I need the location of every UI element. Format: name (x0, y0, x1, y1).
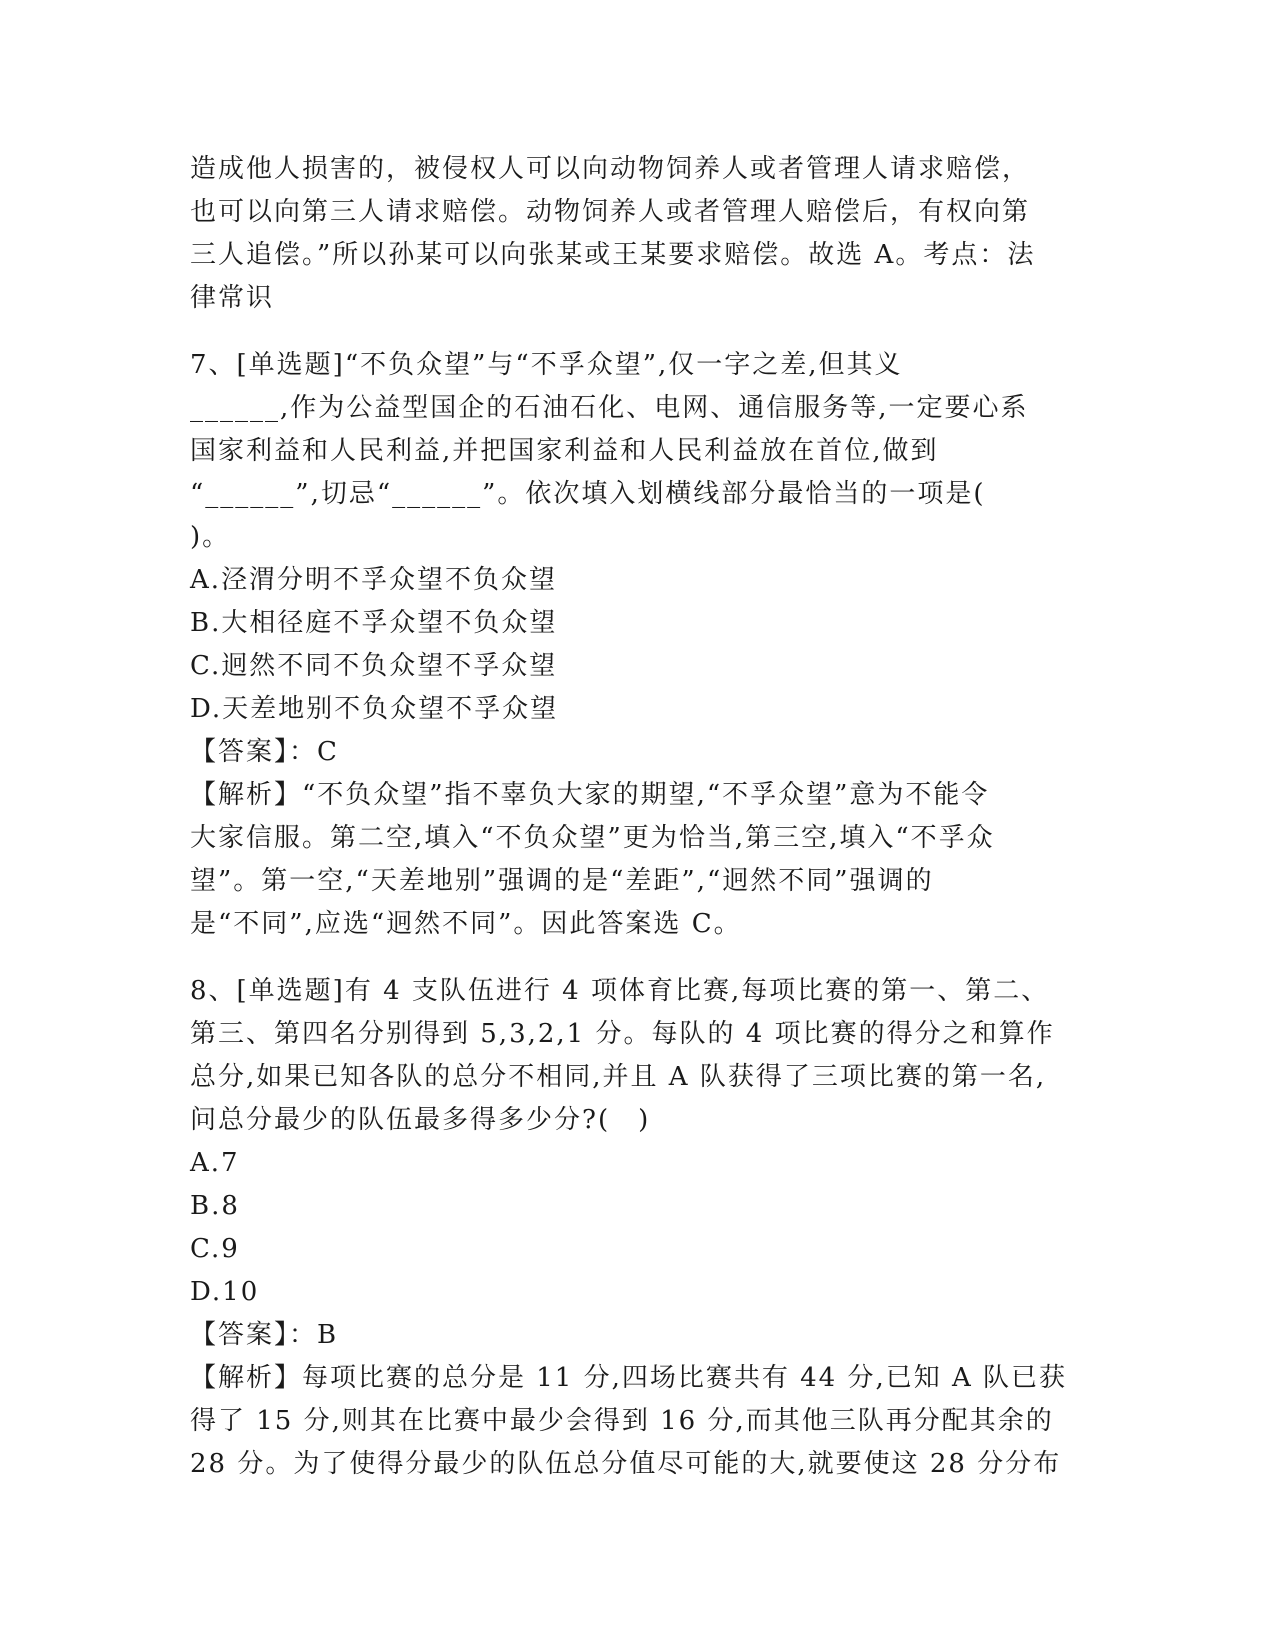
explanation-line: 【解析】每项比赛的总分是 11 分,四场比赛共有 44 分,已知 A 队已获 (190, 1363, 1068, 1393)
document-page (190, 148, 1090, 1486)
question-stem-line: 问总分最少的队伍最多得多少分?( ) (190, 1105, 651, 1135)
option-a: A.7 (190, 1148, 240, 1178)
explanation-line: 大家信服。第二空,填入“不负众望”更为恰当,第三空,填入“不孚众 (190, 823, 995, 853)
explanation-line: 【解析】“不负众望”指不辜负大家的期望,“不孚众望”意为不能令 (190, 780, 990, 810)
prev-explanation (190, 148, 1090, 320)
question-stem-line: 总分,如果已知各队的总分不相同,并且 A 队获得了三项比赛的第一名, (190, 1062, 1047, 1092)
question-stem-line: 国家利益和人民利益,并把国家利益和人民利益放在首位,做到 (190, 436, 939, 466)
option-b: B.8 (190, 1191, 240, 1221)
explanation-line: 望”。第一空,“天差地别”强调的是“差距”,“迥然不同”强调的 (190, 866, 934, 896)
explanation-line: 28 分。为了使得分最少的队伍总分值尽可能的大,就要使这 28 分分布 (190, 1449, 1062, 1479)
option-c: C.迥然不同不负众望不孚众望 (190, 651, 558, 681)
question-stem-line: )。 (190, 522, 231, 552)
question-stem-line: 第三、第四名分别得到 5,3,2,1 分。每队的 4 项比赛的得分之和算作 (190, 1019, 1055, 1049)
question-8 (190, 970, 1090, 1486)
question-stem-line: 8、[单选题]有 4 支队伍进行 4 项体育比赛,每项比赛的第一、第二、 (190, 976, 1050, 1006)
question-stem-line: ______,作为公益型国企的石油石化、电网、通信服务等,一定要心系 (190, 393, 1029, 423)
question-7 (190, 344, 1090, 946)
text-line: 造成他人损害的，被侵权人可以向动物饲养人或者管理人请求赔偿， (190, 154, 1031, 184)
option-d: D.天差地别不负众望不孚众望 (190, 694, 559, 724)
explanation-line: 得了 15 分,则其在比赛中最少会得到 16 分,而其他三队再分配其余的 (190, 1406, 1054, 1436)
answer: 【答案】：B (190, 1320, 339, 1350)
text-line: 也可以向第三人请求赔偿。动物饲养人或者管理人赔偿后，有权向第 (190, 197, 1031, 227)
option-c: C.9 (190, 1234, 240, 1264)
option-d: D.10 (190, 1277, 260, 1307)
answer: 【答案】：C (190, 737, 339, 767)
explanation-line: 是“不同”,应选“迥然不同”。因此答案选 C。 (190, 909, 742, 939)
option-b: B.大相径庭不孚众望不负众望 (190, 608, 558, 638)
question-stem-line: 7、[单选题]“不负众望”与“不孚众望”,仅一字之差,但其义 (190, 350, 903, 380)
text-line: 律常识 (190, 283, 275, 313)
text-line: 三人追偿。”所以孙某可以向张某或王某要求赔偿。故选 A。考点：法 (190, 240, 1036, 270)
option-a: A.泾渭分明不孚众望不负众望 (190, 565, 558, 595)
question-stem-line: “______”,切忌“______”。依次填入划横线部分最恰当的一项是( (190, 479, 986, 509)
